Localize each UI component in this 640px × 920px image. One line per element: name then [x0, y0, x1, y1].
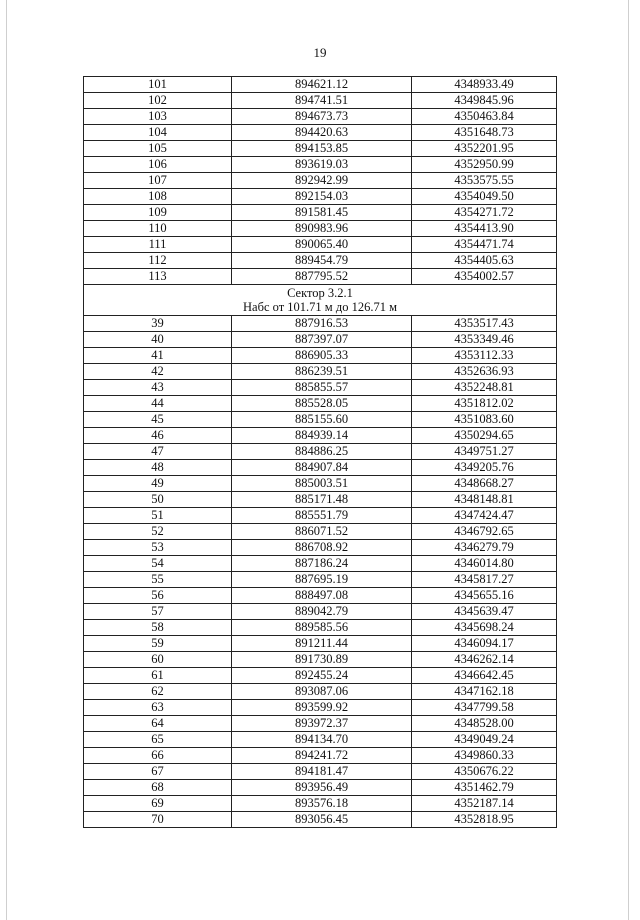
y-coordinate-cell: 4346262.14: [412, 652, 557, 668]
x-coordinate-cell: 884907.84: [232, 460, 412, 476]
table-row: [84, 396, 557, 412]
point-number-cell: 68: [84, 780, 232, 796]
point-number-cell: 62: [84, 684, 232, 700]
x-coordinate-cell: 893599.92: [232, 700, 412, 716]
table-row: [84, 812, 557, 828]
point-number-cell: 42: [84, 364, 232, 380]
x-coordinate-cell: 894673.73: [232, 109, 412, 125]
y-coordinate-cell: 4352248.81: [412, 380, 557, 396]
table-row: [84, 157, 557, 173]
table-row: [84, 428, 557, 444]
table-row: [84, 109, 557, 125]
y-coordinate-cell: 4347162.18: [412, 684, 557, 700]
point-number-cell: 58: [84, 620, 232, 636]
table-row: [84, 556, 557, 572]
table-row: [84, 716, 557, 732]
table-row: [84, 189, 557, 205]
x-coordinate-cell: 891730.89: [232, 652, 412, 668]
x-coordinate-cell: 893956.49: [232, 780, 412, 796]
point-number-cell: 59: [84, 636, 232, 652]
point-number-cell: 41: [84, 348, 232, 364]
x-coordinate-cell: 885551.79: [232, 508, 412, 524]
point-number-cell: 110: [84, 221, 232, 237]
x-coordinate-cell: 887916.53: [232, 316, 412, 332]
table-row: [84, 748, 557, 764]
y-coordinate-cell: 4345639.47: [412, 604, 557, 620]
point-number-cell: 48: [84, 460, 232, 476]
table-row: [84, 412, 557, 428]
y-coordinate-cell: 4353517.43: [412, 316, 557, 332]
y-coordinate-cell: 4354413.90: [412, 221, 557, 237]
table-row: [84, 796, 557, 812]
point-number-cell: 101: [84, 77, 232, 93]
point-number-cell: 51: [84, 508, 232, 524]
rows-before-section: [84, 77, 557, 285]
x-coordinate-cell: 887795.52: [232, 269, 412, 285]
x-coordinate-cell: 885855.57: [232, 380, 412, 396]
y-coordinate-cell: 4354471.74: [412, 237, 557, 253]
table-row: [84, 205, 557, 221]
table-row: [84, 141, 557, 157]
table-row: [84, 93, 557, 109]
x-coordinate-cell: 894241.72: [232, 748, 412, 764]
y-coordinate-cell: 4346642.45: [412, 668, 557, 684]
table-row: [84, 540, 557, 556]
x-coordinate-cell: 893056.45: [232, 812, 412, 828]
y-coordinate-cell: 4346792.65: [412, 524, 557, 540]
y-coordinate-cell: 4347424.47: [412, 508, 557, 524]
x-coordinate-cell: 892942.99: [232, 173, 412, 189]
y-coordinate-cell: 4348933.49: [412, 77, 557, 93]
point-number-cell: 56: [84, 588, 232, 604]
point-number-cell: 46: [84, 428, 232, 444]
y-coordinate-cell: 4349751.27: [412, 444, 557, 460]
point-number-cell: 40: [84, 332, 232, 348]
point-number-cell: 55: [84, 572, 232, 588]
table-row: [84, 460, 557, 476]
table-row: [84, 332, 557, 348]
x-coordinate-cell: 891581.45: [232, 205, 412, 221]
table-row: [84, 444, 557, 460]
x-coordinate-cell: 894420.63: [232, 125, 412, 141]
x-coordinate-cell: 894134.70: [232, 732, 412, 748]
point-number-cell: 54: [84, 556, 232, 572]
x-coordinate-cell: 885171.48: [232, 492, 412, 508]
y-coordinate-cell: 4351812.02: [412, 396, 557, 412]
x-coordinate-cell: 886708.92: [232, 540, 412, 556]
point-number-cell: 49: [84, 476, 232, 492]
table-row: [84, 508, 557, 524]
point-number-cell: 61: [84, 668, 232, 684]
point-number-cell: 45: [84, 412, 232, 428]
table-row: [84, 253, 557, 269]
y-coordinate-cell: 4349845.96: [412, 93, 557, 109]
point-number-cell: 53: [84, 540, 232, 556]
y-coordinate-cell: 4349860.33: [412, 748, 557, 764]
table-row: [84, 700, 557, 716]
y-coordinate-cell: 4352187.14: [412, 796, 557, 812]
table-row: [84, 125, 557, 141]
x-coordinate-cell: 893576.18: [232, 796, 412, 812]
y-coordinate-cell: 4354049.50: [412, 189, 557, 205]
y-coordinate-cell: 4348148.81: [412, 492, 557, 508]
y-coordinate-cell: 4352950.99: [412, 157, 557, 173]
table-row: [84, 764, 557, 780]
y-coordinate-cell: 4352636.93: [412, 364, 557, 380]
y-coordinate-cell: 4346014.80: [412, 556, 557, 572]
x-coordinate-cell: 893972.37: [232, 716, 412, 732]
table-row: [84, 620, 557, 636]
table-row: [84, 380, 557, 396]
table-row: [84, 77, 557, 93]
x-coordinate-cell: 886239.51: [232, 364, 412, 380]
point-number-cell: 52: [84, 524, 232, 540]
point-number-cell: 39: [84, 316, 232, 332]
table-row: [84, 604, 557, 620]
point-number-cell: 113: [84, 269, 232, 285]
x-coordinate-cell: 884886.25: [232, 444, 412, 460]
y-coordinate-cell: 4354002.57: [412, 269, 557, 285]
scan-edge-left: [6, 0, 7, 920]
table-row: [84, 348, 557, 364]
x-coordinate-cell: 887397.07: [232, 332, 412, 348]
point-number-cell: 65: [84, 732, 232, 748]
x-coordinate-cell: 890983.96: [232, 221, 412, 237]
table-row: [84, 237, 557, 253]
x-coordinate-cell: 888497.08: [232, 588, 412, 604]
table-row: [84, 476, 557, 492]
sector-header-cell: [84, 285, 557, 316]
x-coordinate-cell: 891211.44: [232, 636, 412, 652]
y-coordinate-cell: 4349205.76: [412, 460, 557, 476]
point-number-cell: 64: [84, 716, 232, 732]
table-row: [84, 668, 557, 684]
y-coordinate-cell: 4354405.63: [412, 253, 557, 269]
point-number-cell: 44: [84, 396, 232, 412]
point-number-cell: 63: [84, 700, 232, 716]
x-coordinate-cell: 892154.03: [232, 189, 412, 205]
y-coordinate-cell: 4351083.60: [412, 412, 557, 428]
x-coordinate-cell: 893619.03: [232, 157, 412, 173]
x-coordinate-cell: 885155.60: [232, 412, 412, 428]
table-row: [84, 572, 557, 588]
x-coordinate-cell: 889585.56: [232, 620, 412, 636]
point-number-cell: 102: [84, 93, 232, 109]
x-coordinate-cell: 887695.19: [232, 572, 412, 588]
y-coordinate-cell: 4350294.65: [412, 428, 557, 444]
table-row: [84, 173, 557, 189]
y-coordinate-cell: 4353349.46: [412, 332, 557, 348]
point-number-cell: 111: [84, 237, 232, 253]
table-row: [84, 524, 557, 540]
point-number-cell: 50: [84, 492, 232, 508]
x-coordinate-cell: 894621.12: [232, 77, 412, 93]
y-coordinate-cell: 4346279.79: [412, 540, 557, 556]
point-number-cell: 69: [84, 796, 232, 812]
table-row: [84, 492, 557, 508]
y-coordinate-cell: 4345698.24: [412, 620, 557, 636]
table-row: [84, 684, 557, 700]
x-coordinate-cell: 887186.24: [232, 556, 412, 572]
y-coordinate-cell: 4350676.22: [412, 764, 557, 780]
x-coordinate-cell: 889454.79: [232, 253, 412, 269]
table-row: [84, 780, 557, 796]
point-number-cell: 108: [84, 189, 232, 205]
coordinates-table: [83, 76, 557, 828]
y-coordinate-cell: 4353575.55: [412, 173, 557, 189]
point-number-cell: 105: [84, 141, 232, 157]
page-number: 19: [313, 45, 327, 60]
y-coordinate-cell: 4350463.84: [412, 109, 557, 125]
y-coordinate-cell: 4351462.79: [412, 780, 557, 796]
point-number-cell: 60: [84, 652, 232, 668]
x-coordinate-cell: 892455.24: [232, 668, 412, 684]
y-coordinate-cell: 4345655.16: [412, 588, 557, 604]
table-row: [84, 732, 557, 748]
table-row: [84, 269, 557, 285]
table-row: [84, 652, 557, 668]
y-coordinate-cell: 4348528.00: [412, 716, 557, 732]
y-coordinate-cell: 4351648.73: [412, 125, 557, 141]
point-number-cell: 66: [84, 748, 232, 764]
y-coordinate-cell: 4353112.33: [412, 348, 557, 364]
table-row: [84, 364, 557, 380]
y-coordinate-cell: 4354271.72: [412, 205, 557, 221]
x-coordinate-cell: 889042.79: [232, 604, 412, 620]
y-coordinate-cell: 4346094.17: [412, 636, 557, 652]
table-row: [84, 221, 557, 237]
x-coordinate-cell: 884939.14: [232, 428, 412, 444]
point-number-cell: 109: [84, 205, 232, 221]
y-coordinate-cell: 4349049.24: [412, 732, 557, 748]
sector-title: Сектор 3.2.1: [287, 286, 353, 300]
point-number-cell: 103: [84, 109, 232, 125]
sector-header-section: [84, 285, 557, 316]
point-number-cell: 104: [84, 125, 232, 141]
x-coordinate-cell: 894153.85: [232, 141, 412, 157]
x-coordinate-cell: 894741.51: [232, 93, 412, 109]
point-number-cell: 112: [84, 253, 232, 269]
table-row: [84, 588, 557, 604]
point-number-cell: 70: [84, 812, 232, 828]
y-coordinate-cell: 4348668.27: [412, 476, 557, 492]
x-coordinate-cell: 885528.05: [232, 396, 412, 412]
y-coordinate-cell: 4347799.58: [412, 700, 557, 716]
sector-header-row: [84, 285, 557, 316]
y-coordinate-cell: 4352201.95: [412, 141, 557, 157]
point-number-cell: 57: [84, 604, 232, 620]
y-coordinate-cell: 4352818.95: [412, 812, 557, 828]
x-coordinate-cell: 886071.52: [232, 524, 412, 540]
point-number-cell: 67: [84, 764, 232, 780]
x-coordinate-cell: 885003.51: [232, 476, 412, 492]
table-row: [84, 636, 557, 652]
rows-after-section: [84, 316, 557, 828]
x-coordinate-cell: 886905.33: [232, 348, 412, 364]
table-row: [84, 316, 557, 332]
point-number-cell: 43: [84, 380, 232, 396]
y-coordinate-cell: 4345817.27: [412, 572, 557, 588]
point-number-cell: 47: [84, 444, 232, 460]
point-number-cell: 106: [84, 157, 232, 173]
point-number-cell: 107: [84, 173, 232, 189]
x-coordinate-cell: 890065.40: [232, 237, 412, 253]
sector-subtitle: Набс от 101.71 м до 126.71 м: [243, 300, 397, 314]
x-coordinate-cell: 894181.47: [232, 764, 412, 780]
scan-edge-right: [628, 0, 629, 920]
x-coordinate-cell: 893087.06: [232, 684, 412, 700]
